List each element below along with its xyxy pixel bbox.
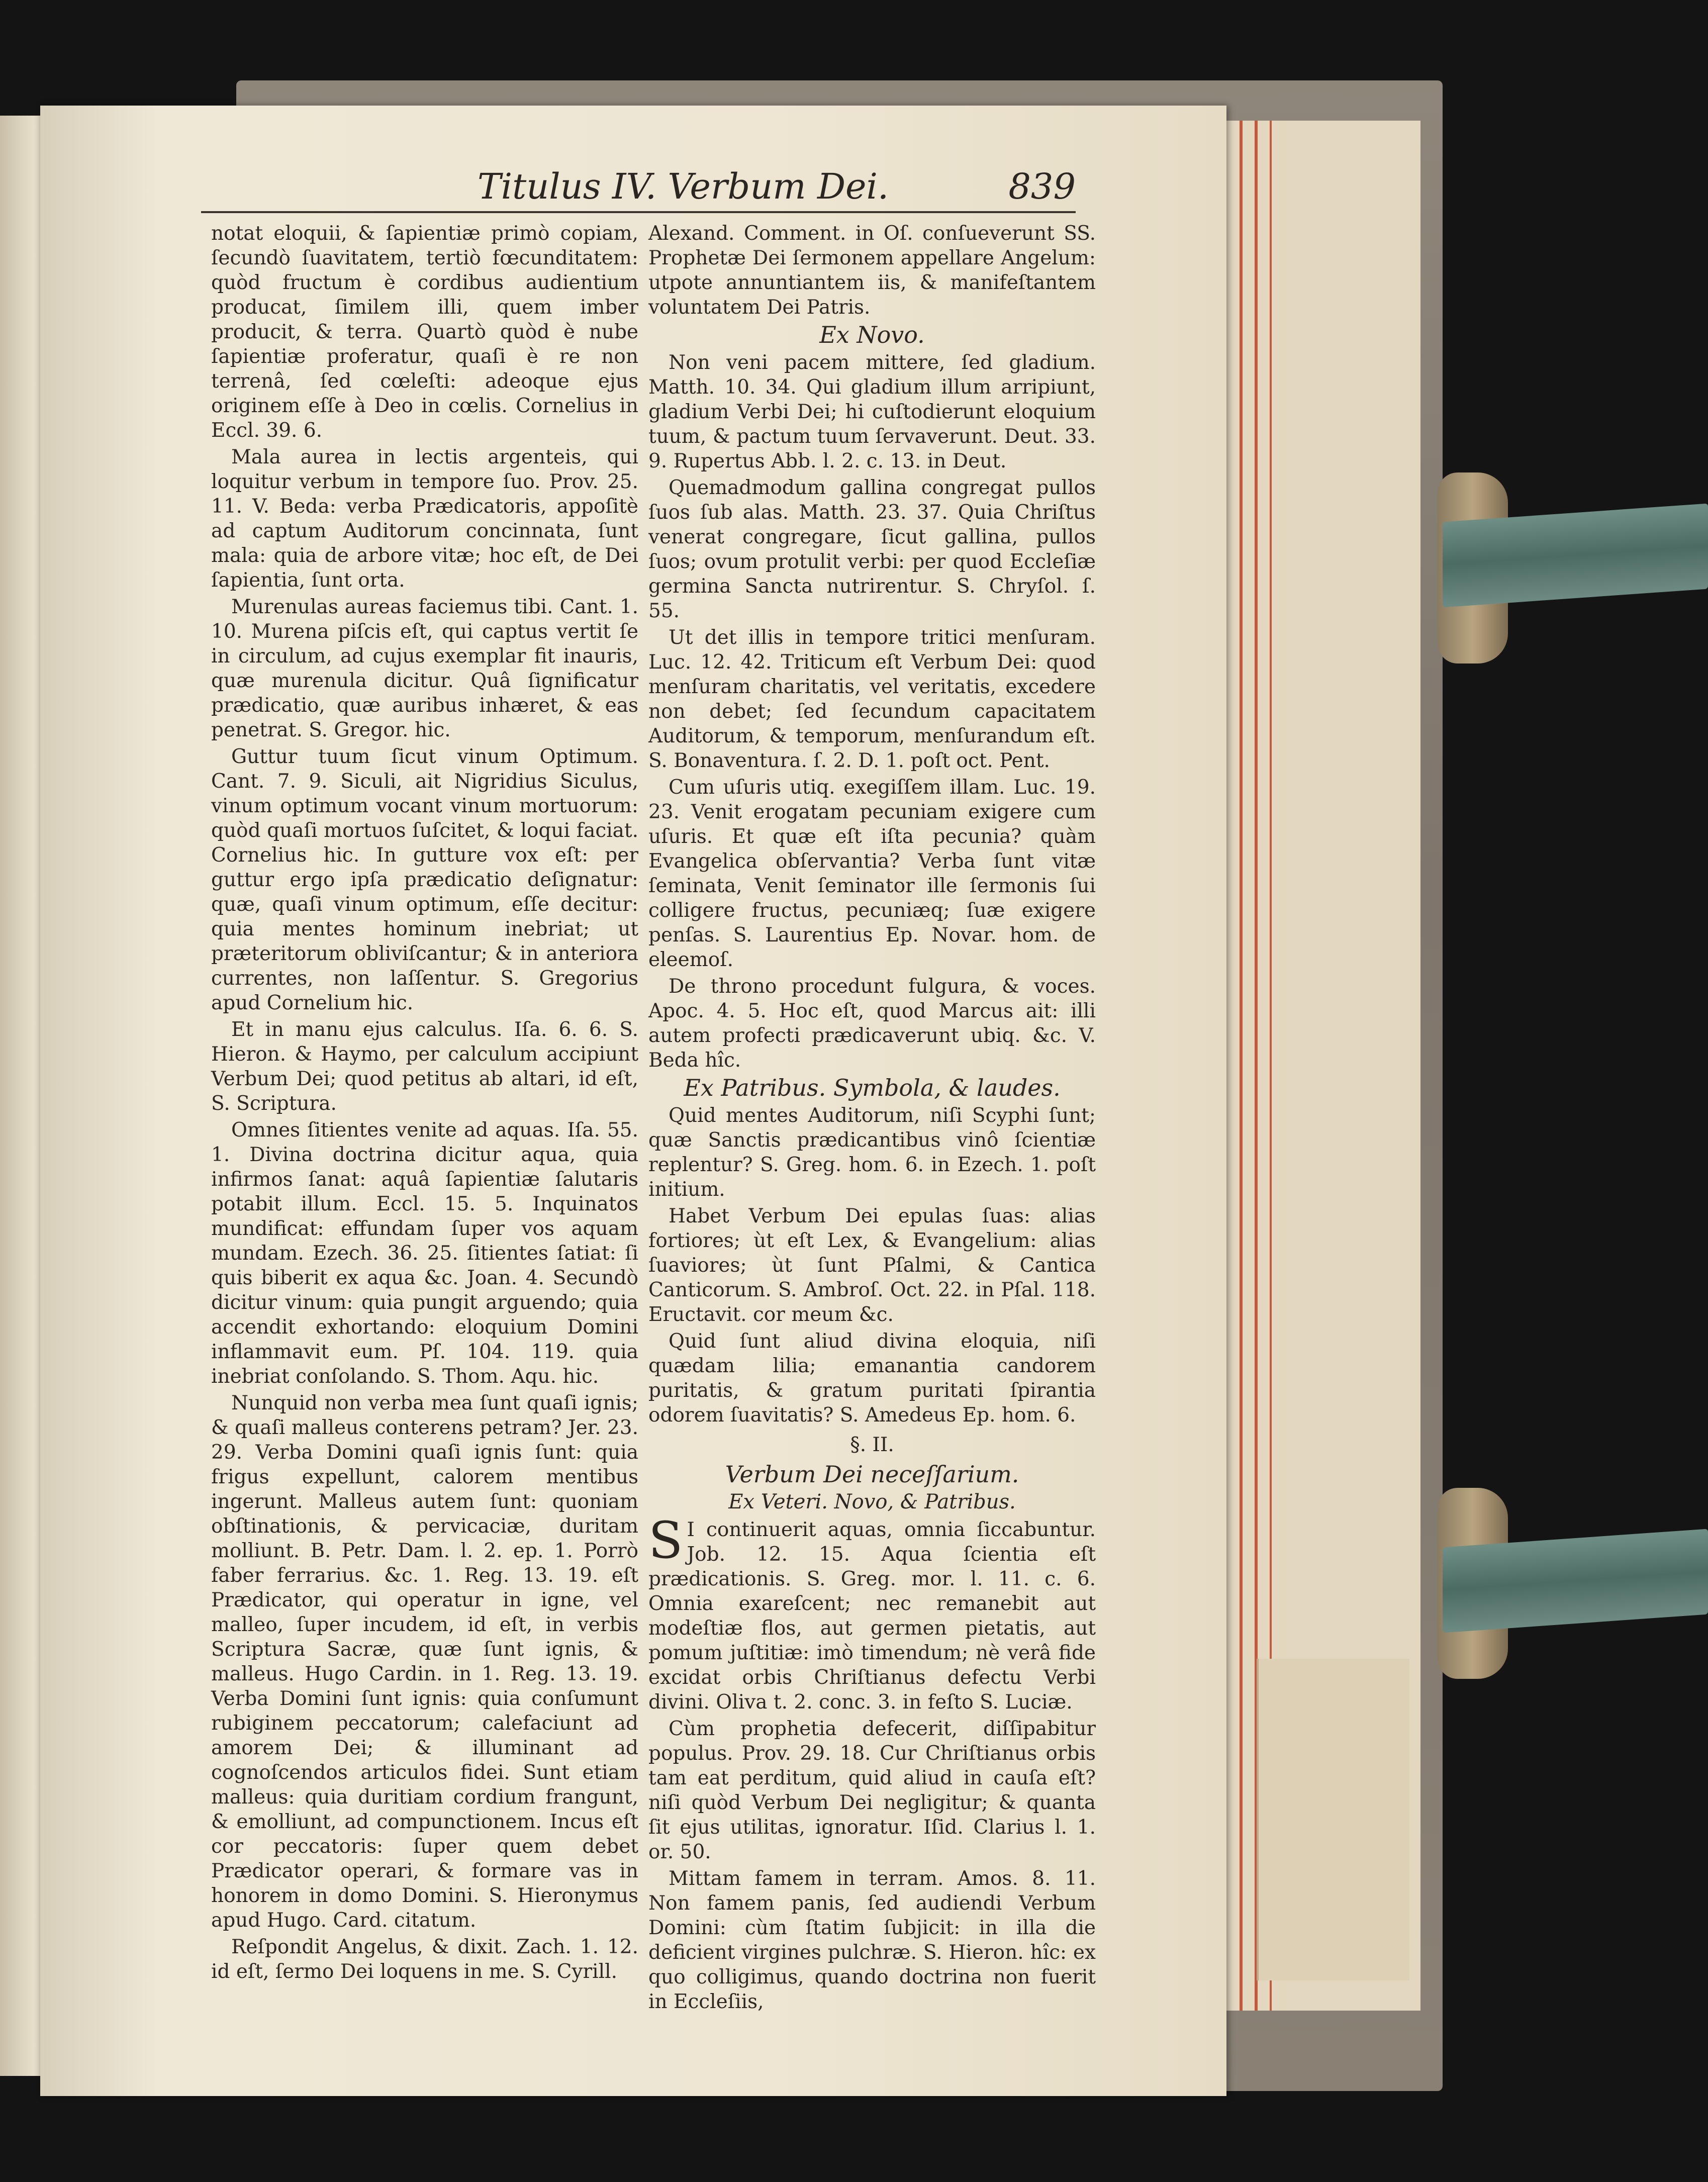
paragraph: Cùm prophetia defecerit, diſſipabitur populus. Prov. 29. 18. Cur Chriſtianus orbis tam eat perditum, quid aliud in cauſa eſt? niſi quòd Verbum Dei negligitur; & quanta ſit ejus utilitas, ignoratur. Iſid. Clarius l. 1. or. 50.	[648, 1718, 1096, 1863]
section-heading: Ex Patribus. Symbola, & laudes.	[684, 1074, 1061, 1101]
paragraph: Quid mentes Auditorum, niſi Scyphi ſunt; quæ Sanctis prædicantibus vinô ſcientiæ replentur? S. Greg. hom. 6. in Ezech. 1. poſt initium.	[648, 1104, 1096, 1201]
paragraph: Murenulas aureas faciemus tibi. Cant. 1. 10. Murena piſcis eſt, qui captus vertit ſe in circulum, ad cujus exemplar fit inauris, quæ murenula dicitur. Quâ ſignificatur prædicatio, quæ auribus inhæret, & eas penetrat. S. Gregor. hic.	[211, 596, 638, 741]
red-edge-line	[1240, 121, 1243, 2011]
page-header	[437, 166, 1076, 211]
drop-capital: S	[648, 1511, 683, 1570]
paragraph: Mittam famem in terram. Amos. 8. 11. Non famem panis, ſed audiendi Verbum Domini: cùm ſtatim ſubjicit: in illa die deficient virgines pulchræ. S. Hieron. hîc: ex quo colligimus, quando doctrina non fuerit in Eccleſiis,	[648, 1867, 1096, 2013]
paragraph: Quemadmodum gallina congregat pullos ſuos ſub alas. Matth. 23. 37. Quia Chriſtus venerat congregare, ſicut gallina, pullos ſuos; ovum protulit verbi: per quod Eccleſiæ germina Sancta nutrirentur. S. Chryſol. ſ. 55.	[648, 477, 1096, 622]
paragraph	[648, 1511, 1096, 1715]
paragraph: Omnes ſitientes venite ad aquas. Iſa. 55. 1. Divina doctrina dicitur aqua, quia infirmos ſanat: aquâ ſapientiæ ſalutaris potabit illum. Eccl. 15. 5. Inquinatos mundificat: effundam ſuper vos aquam mundam. Ezech. 36. 25. ſitientes ſatiat: ſi quis biberit ex aqua &c. Joan. 4. Secundò dicitur vinum: quia pungit arguendo; quia accendit exhortando: eloquium Domini inflammavit eum. Pſ. 104. 119. quia inebriat conſolando. S. Thom. Aqu. hic.	[211, 1119, 638, 1388]
running-title: Titulus IV. Verbum Dei.	[478, 166, 889, 207]
paragraph: notat eloquii, & ſapientiæ primò copiam, ſecundò ſuavitatem, tertiò fœcunditatem: quòd fructum è cordibus audientium producat, ſimilem illi, quem imber producit, & terra. Quartò quòd è nube ſapientiæ proferatur, quaſi è re non terrenâ, ſed cœleſti: adeoque ejus originem eſſe à Deo in cœlis. Cornelius in Eccl. 39. 6.	[211, 222, 638, 442]
section-heading: Ex Novo.	[819, 321, 925, 348]
metal-clasp-top	[1443, 504, 1708, 608]
page-number: 839	[1008, 166, 1076, 207]
paragraph: Guttur tuum ſicut vinum Optimum. Cant. 7. 9. Siculi, ait Nigridius Siculus, vinum optimum vocant vinum mortuorum: quòd quaſi mortuos ſuſcitet, & loqui faciat. Cornelius hic. In gutture vox eſt: per guttur ergo ipſa prædicatio deſignatur: quæ, quaſi vinum optimum, eſſe decitur: quia mentes hominum inebriat; ut præteritorum obliviſcantur; & in anteriora currentes, non laſſentur. S. Gregorius apud Cornelium hic.	[211, 745, 638, 1014]
paragraph: De throno procedunt fulgura, & voces. Apoc. 4. 5. Hoc eſt, quod Marcus ait: illi autem profecti prædicaverunt ubiq. &c. V. Beda hîc.	[648, 975, 1096, 1072]
header-rule	[201, 211, 1076, 213]
section-subheading: Ex Veteri. Novo, & Patribus.	[728, 1490, 1016, 1513]
right-text-column	[648, 221, 1096, 2016]
paragraph: Reſpondit Angelus, & dixit. Zach. 1. 12. id eſt, ſermo Dei loquens in me. S. Cyrill.	[211, 1936, 638, 1983]
paper-slip	[1257, 1659, 1409, 1980]
paragraph: Mala aurea in lectis argenteis, qui loquitur verbum in tempore ſuo. Prov. 25. 11. V. Beda: verba Prædicatoris, appoſitè ad captum Auditorum concinnata, ſunt mala: quia de arbore vitæ; hoc eſt, de Dei ſapientia, ſunt orta.	[211, 446, 638, 592]
paragraph: Non veni pacem mittere, ſed gladium. Matth. 10. 34. Qui gladium illum arripiunt, gladium Verbi Dei; hi cuſtodierunt eloquium tuum, & pactum tuum ſervaverunt. Deut. 33. 9. Rupertus Abb. l. 2. c. 13. in Deut.	[648, 351, 1096, 472]
paragraph: Habet Verbum Dei epulas ſuas: alias fortiores; ùt eſt Lex, & Evangelium: alias ſuaviores; ùt ſunt Pſalmi, & Cantica Canticorum. S. Ambroſ. Oct. 22. in Pſal. 118. Eructavit. cor meum &c.	[648, 1205, 1096, 1326]
paragraph: Et in manu ejus calculus. Iſa. 6. 6. S. Hieron. & Haymo, per calculum accipiunt Verbum Dei; quod petitus ab altari, id eſt, S. Scriptura.	[211, 1018, 638, 1115]
paragraph: Nunquid non verba mea ſunt quaſi ignis; & quaſi malleus conterens petram? Jer. 23. 29. Verba Domini quaſi ignis ſunt: quia frigus expellunt, calorem mentibus ingerunt. Malleus autem ſunt: quoniam obſtinationis, & pervicaciæ, duritam molliunt. B. Petr. Dam. l. 2. ep. 1. Porrò faber ferrarius. &c. 1. Reg. 13. 19. eſt Prædicator, qui operatur in igne, vel malleo, ſuper incudem, id eſt, in verbis Scriptura Sacræ, quæ ſunt ignis, & malleus. Hugo Cardin. in 1. Reg. 13. 19. Verba Domini ſunt ignis: quia conſumunt rubiginem peccatorum; calefaciunt ad amorem Dei; & illuminant ad cognoſcendos articulos fidei. Sunt etiam malleus: quia duritiam cordium frangunt, & emolliunt, ad compunctionem. Incus eſt cor peccatoris: ſuper quem debet Prædicator operari, & formare vas in honorem in domo Domini. S. Hieronymus apud Hugo. Card. citatum.	[211, 1392, 638, 1932]
paragraph: Alexand. Comment. in Oſ. conſueverunt SS. Prophetæ Dei ſermonem appellare Angelum: utpote annuntiantem iis, & manifeſtantem voluntatem Dei Patris.	[648, 222, 1096, 319]
left-text-column	[211, 221, 638, 1986]
paragraph: Cum uſuris utiq. exegiſſem illam. Luc. 19. 23. Venit erogatam pecuniam exigere cum uſuris. Et quæ eſt iſta pecunia? quàm Evangelica obſervantia? Verba ſunt vitæ ſeminata, Venit ſeminator ille ſermonis ſui colligere fructus, pecuniæq; ſuæ exigere penſas. S. Laurentius Ep. Novar. hom. de eleemoſ.	[648, 776, 1096, 971]
paragraph-text: I continuerit aquas, omnia ſiccabuntur. Job. 12. 15. Aqua ſcientia eſt prædicationis. S. Greg. mor. l. 11. c. 6. Omnia exareſcent; nec remanebit aut modeſtiæ flos, aut germen pietatis, aut pomum juſtitiæ: imò timendum; nè verâ fide excidat orbis Chriſtianus defectu Verbi divini. Oliva t. 2. conc. 3. in feſto S. Luciæ.	[648, 1519, 1096, 1714]
paragraph: Quid ſunt aliud divina eloquia, niſi quædam lilia; emanantia candorem puritatis, & gratum puritati ſpirantia odorem ſuavitatis? S. Amedeus Ep. hom. 6.	[648, 1330, 1096, 1427]
section-mark: §. II.	[850, 1434, 894, 1456]
paragraph: Ut det illis in tempore tritici menſuram. Luc. 12. 42. Triticum eſt Verbum Dei: quod menſuram charitatis, vel veritatis, excedere non debet; ſed ſecundum capacitatem Auditorum, & temporum, menſurandum eſt. S. Bonaventura. ſ. 2. D. 1. poſt oct. Pent.	[648, 626, 1096, 772]
section-heading: Verbum Dei neceſſarium.	[725, 1461, 1019, 1488]
metal-clasp-bottom	[1443, 1529, 1708, 1633]
